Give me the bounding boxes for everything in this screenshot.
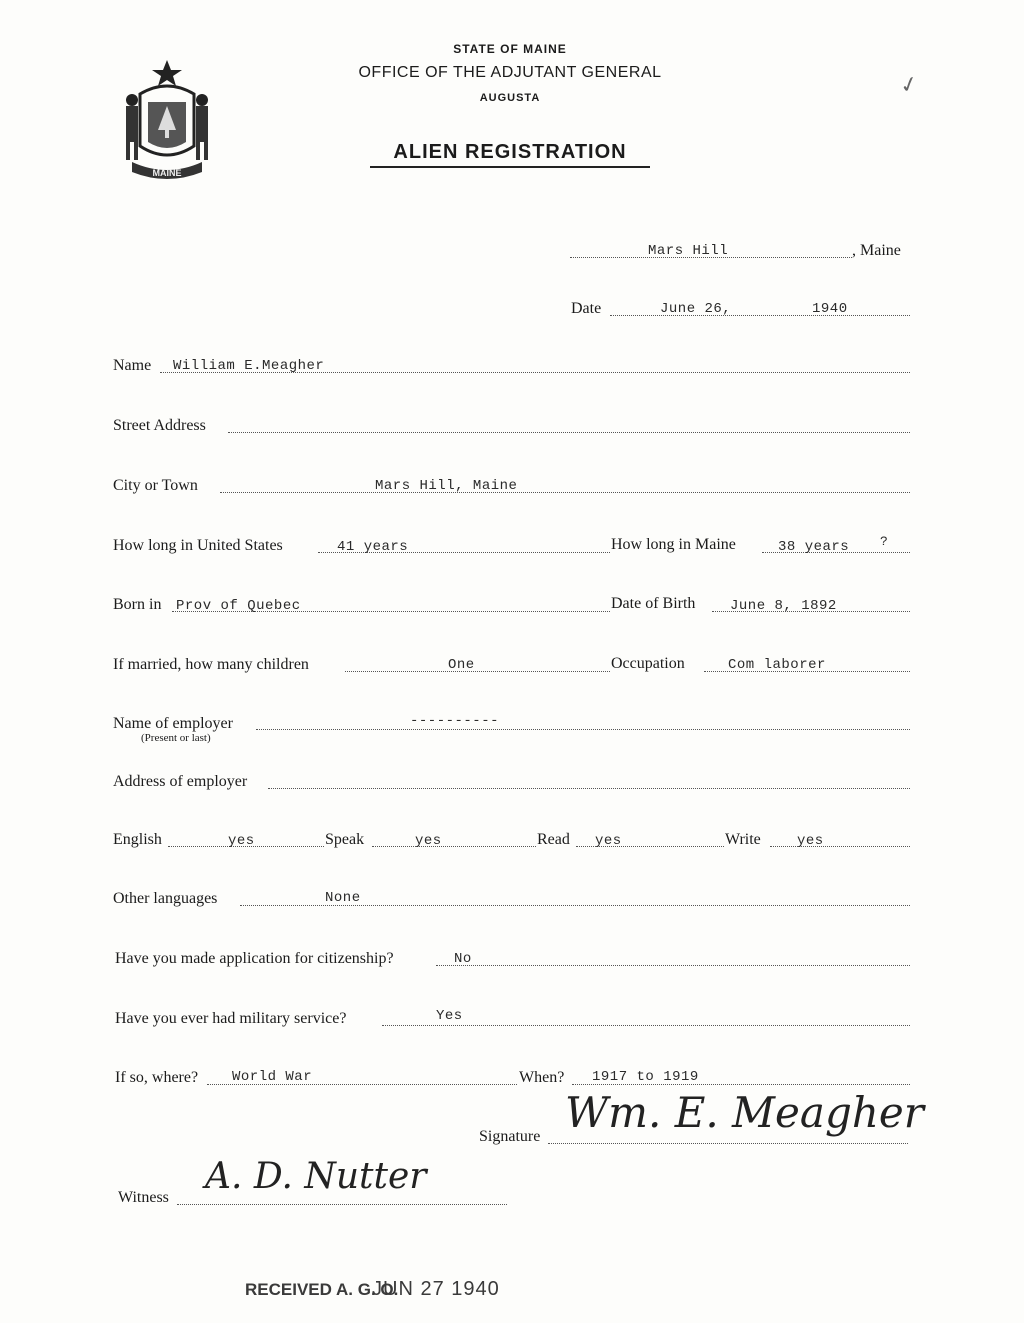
employer-address-label: Address of employer [113, 773, 248, 790]
speak-value: yes [415, 833, 442, 849]
speak-label: Speak [325, 831, 365, 848]
citizenship-label: Have you made application for citizenship? [115, 950, 394, 967]
write-value: yes [797, 833, 824, 849]
employer-sublabel: (Present or last) [141, 732, 211, 744]
employer-label: Name of employer [113, 715, 233, 732]
street-label: Street Address [113, 417, 206, 434]
date-month-day: June 26, [660, 301, 732, 317]
form-title: ALIEN REGISTRATION [393, 141, 627, 163]
employer-line [256, 729, 910, 730]
date-line [610, 315, 910, 316]
name-label: Name [113, 357, 152, 374]
english-value: yes [228, 833, 255, 849]
employer-value: ---------- [410, 713, 500, 729]
military-value: Yes [436, 1008, 463, 1024]
street-line [228, 432, 910, 433]
city-value: Mars Hill, Maine [375, 478, 518, 494]
location-suffix: , Maine [852, 242, 901, 259]
born-label: Born in [113, 596, 162, 613]
location-value: Mars Hill [648, 243, 729, 259]
name-value: William E.Meagher [173, 358, 325, 374]
write-label: Write [725, 831, 761, 848]
maine-duration-label: How long in Maine [611, 536, 736, 553]
date-year: 1940 [812, 301, 848, 317]
children-label: If married, how many children [113, 656, 309, 673]
city-label: City or Town [113, 477, 198, 494]
maine-state-seal-icon [112, 54, 222, 184]
military-line [382, 1025, 910, 1026]
citizenship-line [436, 965, 910, 966]
received-stamp-date: JUN 27 1940 [372, 1278, 500, 1300]
check-mark: ✓ [896, 70, 922, 99]
city-heading: AUGUSTA [479, 92, 541, 104]
born-value: Prov of Quebec [176, 598, 301, 614]
english-label: English [113, 831, 162, 848]
speak-line [372, 846, 536, 847]
where-value: World War [232, 1069, 313, 1085]
occupation-label: Occupation [611, 655, 685, 672]
witness-value: A. D. Nutter [205, 1156, 427, 1197]
signature-line [548, 1143, 908, 1144]
received-stamp-prefix: RECEIVED A. G. O. [245, 1280, 399, 1299]
dob-label: Date of Birth [611, 595, 696, 612]
us-duration-label: How long in United States [113, 537, 283, 554]
maine-duration-value: 38 years [778, 539, 850, 555]
signature-value: Wm. E. Meagher [565, 1088, 924, 1137]
state-heading: STATE OF MAINE [453, 42, 567, 56]
signature-label: Signature [479, 1128, 541, 1145]
title-underline [370, 166, 650, 168]
children-line [345, 671, 610, 672]
office-heading: OFFICE OF THE ADJUTANT GENERAL [358, 64, 662, 81]
witness-line [177, 1204, 507, 1205]
write-line [770, 846, 910, 847]
where-label: If so, where? [115, 1069, 199, 1086]
city-line [220, 492, 910, 493]
other-languages-value: None [325, 890, 361, 906]
seal-text: MAINE [152, 168, 182, 178]
occupation-value: Com laborer [728, 657, 826, 673]
us-duration-value: 41 years [337, 539, 409, 555]
citizenship-value: No [454, 951, 472, 967]
children-value: One [448, 657, 475, 673]
when-value: 1917 to 1919 [592, 1069, 699, 1085]
maine-duration-mark: ? [880, 534, 889, 549]
witness-label: Witness [118, 1189, 169, 1206]
military-label: Have you ever had military service? [115, 1010, 347, 1027]
other-languages-label: Other languages [113, 890, 218, 907]
when-label: When? [519, 1069, 565, 1086]
read-value: yes [595, 833, 622, 849]
dob-value: June 8, 1892 [730, 598, 837, 614]
date-label: Date [571, 300, 602, 317]
read-label: Read [537, 831, 570, 848]
employer-address-line [268, 788, 910, 789]
